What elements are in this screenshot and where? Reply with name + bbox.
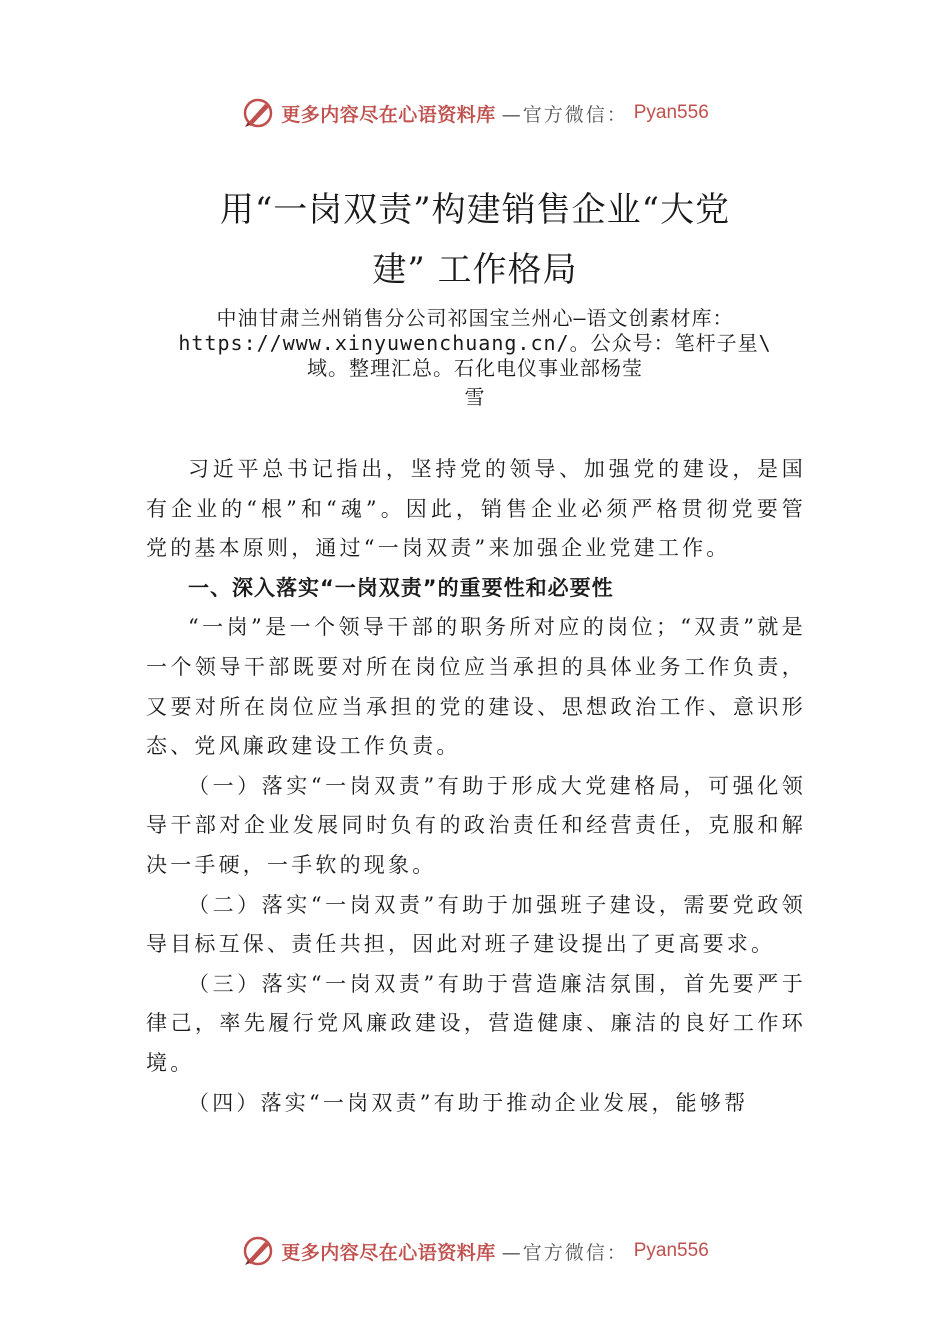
watermark-sub-text: —官方微信： <box>501 103 628 126</box>
watermark-wechat-id: Pyan556 <box>633 102 709 123</box>
pen-logo-icon <box>241 96 275 130</box>
paragraph-definition: “一岗”是一个领导干部的职务所对应的岗位；“双责”就是一个领导干部既要对所在岗位应当承担的具体业务工作负责，又要对所在岗位应当承担的党的建设、思想政治工作、意识形态、党风廉政建设工作负责。 <box>146 615 806 759</box>
section-heading-1: 一、深入落实“一岗双责”的重要性和必要性 <box>188 575 614 600</box>
watermark-wechat-id: Pyan556 <box>633 1240 709 1261</box>
watermark-main-text: 更多内容尽在心语资料库 <box>281 103 496 126</box>
byline-line2: https://www.xinyuwenchuang.cn/。公众号：笔杆子星\ <box>178 331 772 355</box>
document-title-line1: 用“一岗双责”构建销售企业“大党 <box>219 190 731 230</box>
document-body <box>146 450 806 1123</box>
byline-line4: 雪 <box>464 385 486 409</box>
watermark-footer <box>0 1234 950 1268</box>
list-item-2: （二）落实“一岗双责”有助于加强班子建设，需要党政领导目标互保、责任共担，因此对班子建设提出了更高要求。 <box>146 892 806 957</box>
watermark-sub-text: —官方微信： <box>501 1241 628 1264</box>
list-item-1: （一）落实“一岗双责”有助于形成大党建格局，可强化领导干部对企业发展同时负有的政治责任和经营责任，克服和解决一手硬，一手软的现象。 <box>146 773 806 877</box>
byline <box>150 306 800 410</box>
document-title-line2: 建” 工作格局 <box>372 250 578 290</box>
list-item-3: （三）落实“一岗双责”有助于营造廉洁氛围，首先要严于律己，率先履行党风廉政建设，营造健康、廉洁的良好工作环境。 <box>146 971 806 1075</box>
watermark-main-text: 更多内容尽在心语资料库 <box>281 1241 496 1264</box>
intro-paragraph: 习近平总书记指出，坚持党的领导、加强党的建设，是国有企业的“根”和“魂”。因此，销售企业必须严格贯彻党要管党的基本原则，通过“一岗双责”来加强企业党建工作。 <box>146 457 806 561</box>
pen-logo-icon <box>241 1234 275 1268</box>
byline-line1: 中油甘肃兰州销售分公司祁国宝兰州心—语文创素材库： <box>216 306 734 330</box>
watermark-header <box>0 96 950 130</box>
byline-line3: 域。整理汇总。石化电仪事业部杨莹 <box>307 356 643 380</box>
list-item-4: （四）落实“一岗双责”有助于推动企业发展，能够帮 <box>188 1090 749 1115</box>
